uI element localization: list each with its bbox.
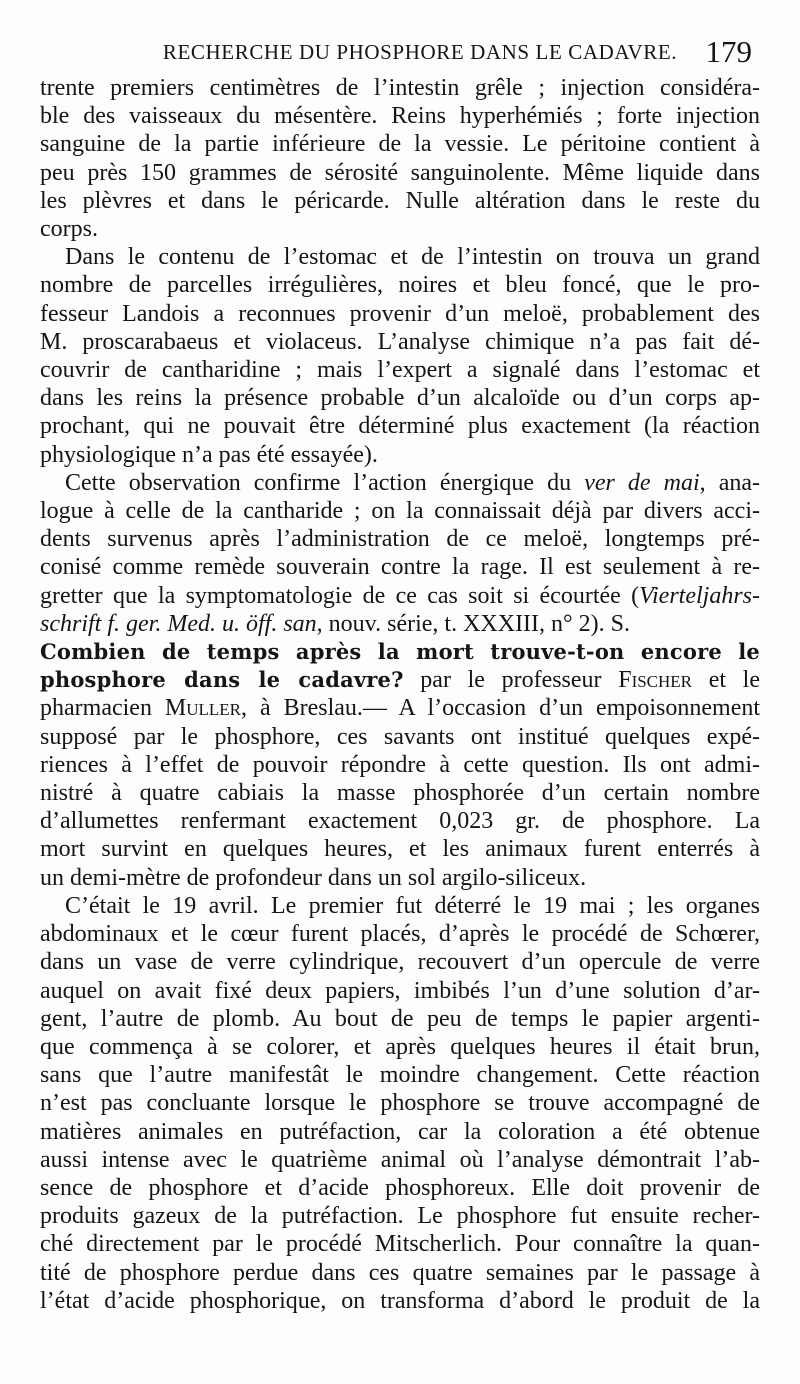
- italic-citation: Vierteljahrs-: [639, 582, 760, 609]
- text-line: couvrir de cantharidine ; mais l’expert a signalé dans l’estomac et: [40, 357, 760, 384]
- text-line: supposé par le phosphore, ces savants ont institué quelques expé-: [40, 723, 760, 750]
- text-line: dans les reins la présence probable d’un alcaloïde ou d’un corps ap-: [40, 385, 760, 412]
- text-line: prochant, qui ne pouvait être déterminé plus exactement (la réaction: [40, 413, 760, 440]
- text-line: [40, 469, 760, 497]
- text-line: un demi-mètre de profondeur dans un sol argilo-siliceux.: [40, 864, 587, 891]
- paragraph-stomach-contents: [40, 243, 760, 469]
- italic-term: ver de mai: [584, 469, 700, 496]
- page-number: 179: [705, 34, 752, 69]
- text-line: [40, 582, 760, 610]
- text-line: les plèvres et dans le péricarde. Nulle altération dans le reste du: [40, 187, 760, 214]
- text-run: pharmacien: [40, 695, 165, 722]
- text-line: riences à l’effet de pouvoir répondre à cette question. Ils ont admi-: [40, 751, 760, 778]
- text-line: trente premiers centimètres de l’intestin grêle ; injection considéra-: [40, 75, 760, 101]
- text-run: , ana-: [699, 469, 761, 496]
- running-title: RECHERCHE DU PHOSPHORE DANS LE CADAVRE.: [162, 40, 678, 64]
- text-line: physiologique n’a pas été essayée).: [40, 441, 378, 468]
- text-run: Cette observation confirme l’action énergique du: [65, 469, 585, 496]
- paragraph-autopsy: [40, 74, 760, 243]
- text-line: [40, 610, 760, 638]
- text-line: d’allumettes renfermant exactement 0,023 gr. de phosphore. La: [40, 808, 760, 835]
- text-line: aussi intense avec le quatrième animal où l’analyse démontrait l’ab-: [40, 1146, 760, 1173]
- text-line: C’était le 19 avril. Le premier fut déterré le 19 mai ; les organes: [65, 892, 760, 919]
- text-line: nombre de parcelles irrégulières, noires et bleu foncé, que le pro-: [40, 272, 760, 299]
- text-line: mort survint en quelques heures, et les animaux furent enterrés à: [40, 836, 760, 863]
- text-line: ble des vaisseaux du mésentère. Reins hyperhémiés ; forte injection: [40, 103, 760, 130]
- text-line: auquel on avait fixé deux papiers, imbibés l’un d’une solution d’ar-: [40, 977, 760, 1004]
- text-line: produits gazeux de la putréfaction. Le phosphore fut ensuite recher-: [40, 1203, 760, 1230]
- paragraph-phosphorus-section: [40, 638, 760, 892]
- text-line: [40, 694, 760, 722]
- text-line: l’état d’acide phosphorique, on transforma d’abord le produit de la: [40, 1287, 760, 1314]
- text-line: peu près 150 grammes de sérosité sanguinolente. Même liquide dans: [40, 159, 760, 186]
- text-run: gretter que la symptomatologie de ce cas soit si écourtée (: [40, 582, 640, 609]
- text-line: gent, l’autre de plomb. Au bout de peu de temps le papier argenti-: [40, 1005, 760, 1032]
- text-line: matières animales en putréfaction, car la coloration a été obtenue: [40, 1118, 760, 1145]
- text-line: [40, 666, 760, 694]
- running-head: [40, 30, 760, 74]
- text-run: par le professeur: [403, 667, 619, 694]
- paragraph-experiment: [40, 892, 760, 1315]
- text-line: abdominaux et le cœur furent placés, d’après le procédé de Schœrer,: [40, 921, 760, 948]
- text-line: Dans le contenu de l’estomac et de l’intestin on trouva un grand: [65, 244, 760, 271]
- text-line: sanguine de la partie inférieure de la vessie. Le péritoine contient à: [40, 131, 760, 158]
- section-heading: Combien de temps après la mort trouve-t-on encore le: [40, 639, 760, 665]
- text-line: ché directement par le procédé Mitscherlich. Pour connaître la quan-: [40, 1231, 760, 1258]
- text-line: dans un vase de verre cylindrique, recouvert d’un opercule de verre: [40, 949, 760, 976]
- text-line: [40, 638, 760, 666]
- text-run: , nouv. série, t. XXXIII, n° 2). S.: [316, 610, 630, 637]
- text-line: logue à celle de la cantharide ; on la connaissait déjà par divers acci-: [40, 498, 760, 525]
- text-line: sence de phosphore et d’acide phosphoreux. Elle doit provenir de: [40, 1174, 760, 1201]
- text-line: M. proscarabaeus et violaceus. L’analyse chimique n’a pas fait dé-: [40, 328, 760, 355]
- body-text: [40, 74, 760, 1315]
- author-name: Muller: [164, 695, 242, 722]
- text-line: tité de phosphore perdue dans ces quatre semaines par le passage à: [40, 1259, 760, 1286]
- text-run: et le: [692, 667, 760, 694]
- text-line: que commença à se colorer, et après quelques heures il était brun,: [40, 1033, 760, 1060]
- text-line: sans que l’autre manifestât le moindre changement. Cette réaction: [40, 1062, 760, 1089]
- text-line: dents survenus après l’administration de ce meloë, longtemps pré-: [40, 526, 760, 553]
- author-name: Fischer: [618, 667, 693, 694]
- section-heading: phosphore dans le cadavre?: [40, 667, 404, 693]
- text-line: corps.: [40, 216, 98, 243]
- text-line: conisé comme remède souverain contre la rage. Il est seulement à re-: [40, 554, 760, 581]
- text-line: fesseur Landois a reconnues provenir d’un meloë, probablement des: [40, 300, 760, 327]
- italic-citation: schrift f. ger. Med. u. öff. san: [40, 610, 317, 637]
- text-line: nistré à quatre cabiais la masse phosphorée d’un certain nombre: [40, 780, 760, 807]
- text-run: , à Breslau.— A l’occasion d’un empoisonnement: [241, 695, 761, 722]
- text-line: n’est pas concluante lorsque le phosphore se trouve accompagné de: [40, 1090, 760, 1117]
- paragraph-observation: [40, 469, 760, 638]
